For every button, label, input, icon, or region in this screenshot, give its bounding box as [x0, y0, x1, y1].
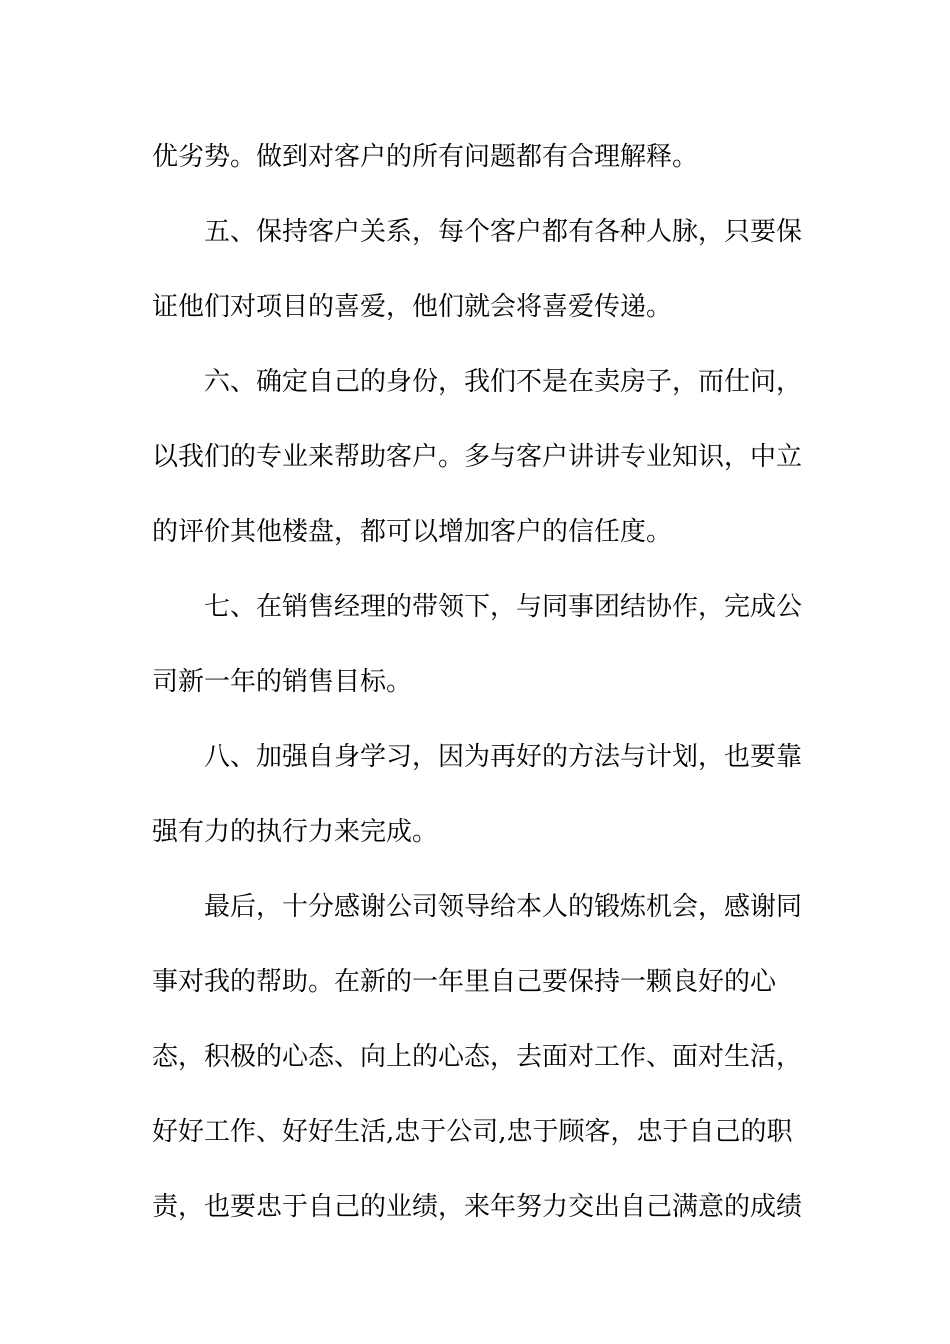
paragraph-line: 证他们对项目的喜爱，他们就会将喜爱传递。 [152, 292, 673, 322]
paragraph-line: 五、保持客户关系，每个客户都有各种人脉，只要保 [204, 217, 803, 247]
paragraph-line: 最后，十分感谢公司领导给本人的锻炼机会，感谢同 [204, 892, 803, 922]
paragraph-line: 事对我的帮助。在新的一年里自己要保持一颗良好的心 [152, 967, 777, 997]
document-page [152, 120, 803, 1245]
paragraph-line: 强有力的执行力来完成。 [152, 817, 439, 847]
paragraph-line: 责，也要忠于自己的业绩，来年努力交出自己满意的成绩 [152, 1192, 803, 1222]
paragraph-line: 好好工作、好好生活,忠于公司,忠于顾客，忠于自己的职 [152, 1117, 793, 1147]
paragraph-line: 以我们的专业来帮助客户。多与客户讲讲专业知识，中立 [152, 442, 803, 472]
paragraph-line: 司新一年的销售目标。 [152, 667, 413, 697]
paragraph-line: 八、加强自身学习，因为再好的方法与计划，也要靠 [204, 742, 803, 772]
paragraph-line: 优劣势。做到对客户的所有问题都有合理解释。 [152, 142, 699, 172]
paragraph-line: 七、在销售经理的带领下，与同事团结协作，完成公 [204, 592, 803, 622]
paragraph-line: 六、确定自己的身份，我们不是在卖房子，而仕问， [204, 367, 803, 397]
paragraph-line: 态，积极的心态、向上的心态，去面对工作、面对生活， [152, 1042, 803, 1072]
paragraph-line: 的评价其他楼盘，都可以增加客户的信任度。 [152, 517, 673, 547]
